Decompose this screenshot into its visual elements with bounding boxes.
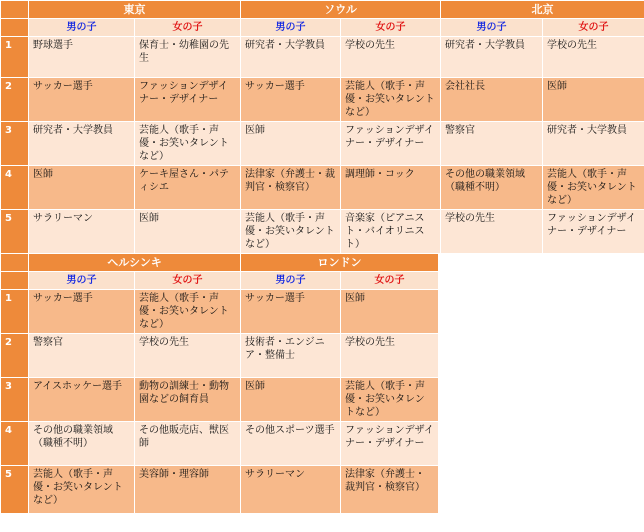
header-girl: 女の子 [341,19,441,37]
table-cell: 調理師・コック [341,166,441,210]
table-cell: 芸能人（歌手・声優・お笑いタレントなど） [341,378,439,422]
header-girl: 女の子 [341,272,439,290]
table-cell: 医師 [341,290,439,334]
table-cell: 学校の先生 [135,334,241,378]
table-row [1,210,644,254]
table-row [1,166,644,210]
city-helsinki: ヘルシンキ [29,254,241,272]
ranking-table-helsinki-london [0,253,439,514]
rank-label: 4 [1,166,29,210]
table-cell: サッカー選手 [241,78,341,122]
table-row [1,290,439,334]
table-cell: 医師 [135,210,241,254]
table-cell: サッカー選手 [29,290,135,334]
city-tokyo: 東京 [29,1,241,19]
table-cell: 医師 [241,122,341,166]
table-row [1,378,439,422]
table-cell: 芸能人（歌手・声優・お笑いタレントなど） [341,78,441,122]
header-boy: 男の子 [29,272,135,290]
table-cell: その他の職業領域（職種不明） [441,166,543,210]
table-cell: 美容師・理容師 [135,466,241,514]
table-cell: 音楽家（ピアニスト・バイオリニスト） [341,210,441,254]
table-row [1,422,439,466]
table-cell: 学校の先生 [341,37,441,78]
header-boy: 男の子 [29,19,135,37]
table-row [1,466,439,514]
table-cell: 芸能人（歌手・声優・お笑いタレントなど） [29,466,135,514]
gender-header-row [1,272,439,290]
rank-label: 2 [1,334,29,378]
table-cell: 芸能人（歌手・声優・お笑いタレントなど） [135,290,241,334]
table-cell: 学校の先生 [543,37,644,78]
table-cell: サッカー選手 [29,78,135,122]
table-cell: 保育士・幼稚園の先生 [135,37,241,78]
header-boy: 男の子 [441,19,543,37]
table-cell: サッカー選手 [241,290,341,334]
table-cell: 芸能人（歌手・声優・お笑いタレントなど） [543,166,644,210]
table-row [1,122,644,166]
ranking-table-tokyo-seoul-beijing [0,0,644,254]
table-cell: ファッションデザイナー・デザイナー [135,78,241,122]
table-cell: 芸能人（歌手・声優・お笑いタレントなど） [135,122,241,166]
city-beijing: 北京 [441,1,644,19]
header-girl: 女の子 [135,272,241,290]
table-row [1,334,439,378]
table-cell: サラリーマン [29,210,135,254]
header-girl: 女の子 [135,19,241,37]
table-cell: 芸能人（歌手・声優・お笑いタレントなど） [241,210,341,254]
rank-label: 4 [1,422,29,466]
corner-cell [1,19,29,37]
table-cell: ファッションデザイナー・デザイナー [341,122,441,166]
table-cell: 医師 [29,166,135,210]
rank-label: 2 [1,78,29,122]
rank-label: 3 [1,122,29,166]
header-girl: 女の子 [543,19,644,37]
table-cell: その他スポーツ選手 [241,422,341,466]
table-cell: ケーキ屋さん・パティシエ [135,166,241,210]
city-london: ロンドン [241,254,439,272]
city-seoul: ソウル [241,1,441,19]
city-header-row [1,1,644,19]
table-cell: 研究者・大学教員 [441,37,543,78]
table-cell: 法律家（弁護士・裁判官・検察官） [341,466,439,514]
table-cell: 警察官 [29,334,135,378]
table-cell: 学校の先生 [341,334,439,378]
rank-label: 5 [1,210,29,254]
table-row [1,37,644,78]
table-cell: その他販売店、獣医師 [135,422,241,466]
rank-label: 1 [1,290,29,334]
rank-label: 3 [1,378,29,422]
table-cell: 会社社長 [441,78,543,122]
table-cell: 動物の訓練士・動物園などの飼育員 [135,378,241,422]
table-cell: 法律家（弁護士・裁判官・検察官） [241,166,341,210]
table-cell: 医師 [241,378,341,422]
table-cell: 研究者・大学教員 [543,122,644,166]
header-boy: 男の子 [241,19,341,37]
table-cell: アイスホッケー選手 [29,378,135,422]
table-cell: 研究者・大学教員 [29,122,135,166]
rank-label: 5 [1,466,29,514]
table-cell: 野球選手 [29,37,135,78]
gender-header-row [1,19,644,37]
corner-cell [1,254,29,272]
city-header-row [1,254,439,272]
table-cell: 技術者・エンジニア・整備士 [241,334,341,378]
table-cell: サラリーマン [241,466,341,514]
table-cell: 医師 [543,78,644,122]
table-cell: ファッションデザイナー・デザイナー [543,210,644,254]
rank-label: 1 [1,37,29,78]
table-cell: 警察官 [441,122,543,166]
table-cell: 学校の先生 [441,210,543,254]
header-boy: 男の子 [241,272,341,290]
corner-cell [1,272,29,290]
table-cell: その他の職業領域（職種不明） [29,422,135,466]
table-cell: 研究者・大学教員 [241,37,341,78]
corner-cell [1,1,29,19]
table-row [1,78,644,122]
table-cell: ファッションデザイナー・デザイナー [341,422,439,466]
